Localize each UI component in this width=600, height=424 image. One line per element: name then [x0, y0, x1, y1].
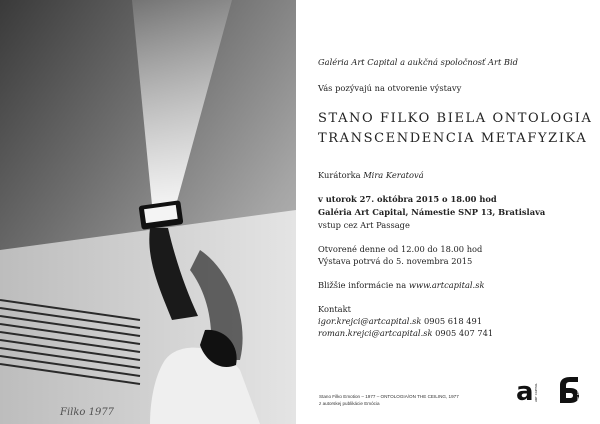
photo-handwriting: Filko 1977: [60, 407, 115, 418]
invitation-text-column: [318, 0, 600, 424]
curator-label: Kurátorka: [318, 170, 361, 180]
curator-line: [318, 170, 424, 181]
exhibition-until: Výstava potrvá do 5. novembra 2015: [318, 256, 473, 266]
contact-phone: 0905 407 741: [435, 328, 494, 338]
opening-date: v utorok 27. októbra 2015 o 18.00 hod: [318, 194, 497, 204]
contact-email-link[interactable]: roman.krejci@artcapital.sk: [318, 328, 433, 338]
contact-email-link[interactable]: igor.krejci@artcapital.sk: [318, 316, 422, 326]
art-capital-logo-letter: a: [516, 377, 534, 403]
website-link[interactable]: www.artcapital.sk: [408, 280, 485, 290]
photo-caption-line2: z autorskej publikácie Emócia: [319, 401, 380, 406]
contact-row: [318, 328, 493, 339]
exhibition-title-line1: STANO FILKO BIELA ONTOLOGIA: [318, 111, 593, 126]
contact-heading: Kontakt: [318, 304, 351, 314]
opening-venue: Galéria Art Capital, Námestie SNP 13, Bratislava: [318, 207, 546, 217]
art-bid-logo-text: ART BID: [576, 390, 580, 402]
contact-phone: 0905 618 491: [424, 316, 483, 326]
exhibition-title-line2: TRANSCENDENCIA METAFYZIKA: [318, 131, 588, 146]
more-info-label: Bližšie informácie na: [318, 280, 407, 290]
art-capital-logo-text: ART CAPITAL: [534, 383, 538, 402]
exhibition-photograph: [0, 0, 296, 424]
photo-caption-line1: Stano Filko Emotion – 1977 – ONTOLOGIA/ON THE CEILING, 1977: [319, 394, 459, 399]
more-info-line: [318, 280, 484, 291]
organizers-line: Galéria Art Capital a aukčná spoločnosť Art Bid: [318, 57, 518, 67]
opening-hours: Otvorené denne od 12.00 do 18.00 hod: [318, 244, 483, 254]
contact-row: [318, 316, 482, 327]
invitation-line: Vás pozývajú na otvorenie výstavy: [318, 83, 462, 93]
art-bid-logo: [557, 377, 581, 403]
opening-entrance: vstup cez Art Passage: [318, 220, 410, 230]
art-capital-logo: [515, 377, 539, 403]
curator-name: Mira Keratová: [363, 170, 424, 180]
